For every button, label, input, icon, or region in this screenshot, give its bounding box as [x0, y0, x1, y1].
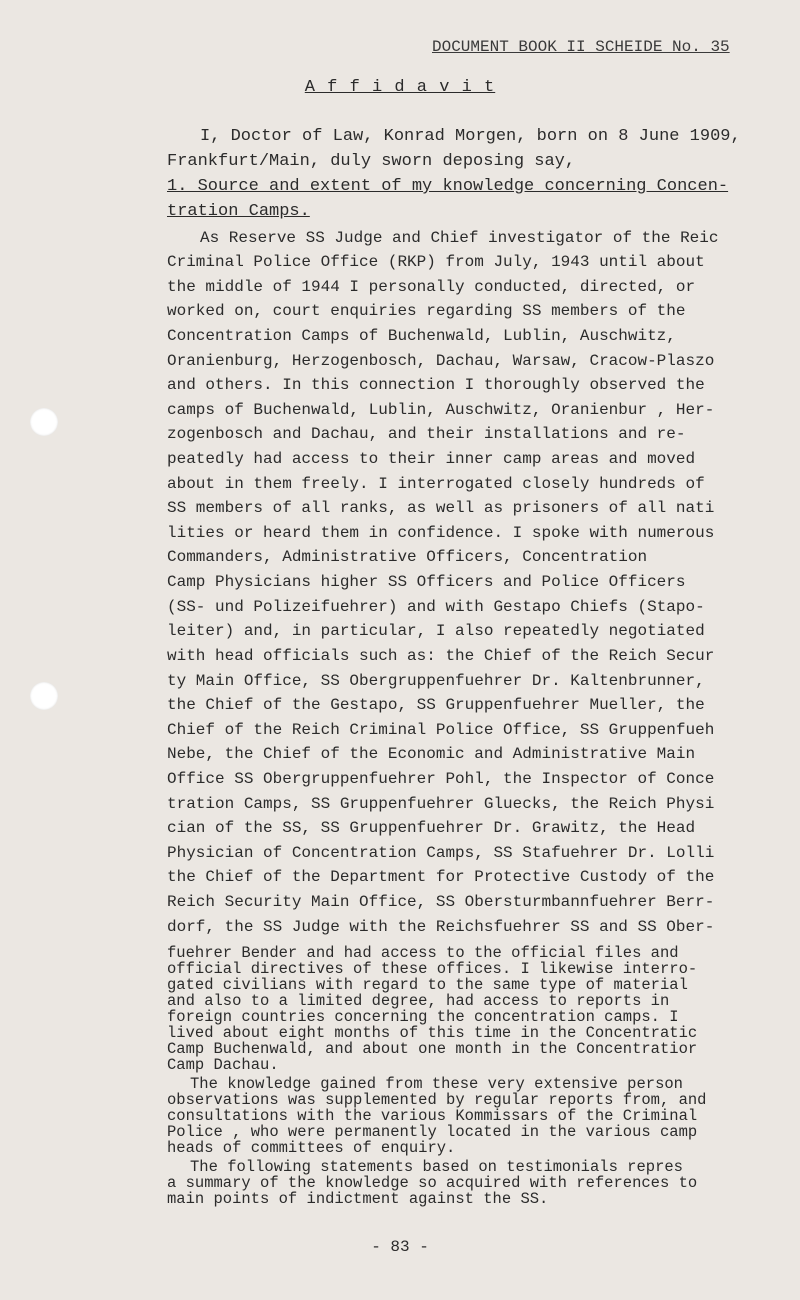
body-line: zogenbosch and Dachau, and their installations and re-	[167, 425, 686, 443]
body-line: As Reserve SS Judge and Chief investigator of the Reic	[200, 229, 719, 247]
body-line: cian of the SS, SS Gruppenfuehrer Dr. Grawitz, the Head	[167, 819, 696, 837]
body-line: (SS- und Polizeifuehrer) and with Gestapo Chiefs (Stapo-	[167, 598, 705, 616]
body-line: Oranienburg, Herzogenbosch, Dachau, Warsaw, Cracow-Plaszo	[167, 352, 715, 370]
body-line-compressed: and also to a limited degree, had access to reports in	[167, 992, 670, 1010]
body-line: dorf, the SS Judge with the Reichsfuehrer SS and SS Ober-	[167, 918, 715, 936]
intro-line: I, Doctor of Law, Konrad Morgen, born on 8 June 1909,	[200, 127, 741, 146]
body-line-compressed: foreign countries concerning the concentration camps. I	[167, 1008, 679, 1026]
body-line-compressed: a summary of the knowledge so acquired with references to	[167, 1174, 698, 1192]
body-line: Concentration Camps of Buchenwald, Lublin, Auschwitz,	[167, 327, 676, 345]
body-line: peatedly had access to their inner camp areas and moved	[167, 450, 696, 468]
body-line: camps of Buchenwald, Lublin, Auschwitz, Oranienbur , Her-	[167, 401, 715, 419]
body-line: Chief of the Reich Criminal Police Office, SS Gruppenfueh	[167, 721, 715, 739]
body-line-compressed: observations was supplemented by regular reports from, and	[167, 1091, 707, 1109]
body-line: Nebe, the Chief of the Economic and Administrative Main	[167, 745, 696, 763]
body-line: Commanders, Administrative Officers, Concentration	[167, 548, 648, 566]
body-line-compressed: The following statements based on testimonials repres	[190, 1158, 683, 1176]
body-line: Camp Physicians higher SS Officers and Police Officers	[167, 573, 686, 591]
section-heading: 1. Source and extent of my knowledge concerning Concen-	[167, 177, 729, 196]
body-line-compressed: The knowledge gained from these very extensive person	[190, 1075, 683, 1093]
body-line: tration Camps, SS Gruppenfuehrer Gluecks, the Reich Physi	[167, 795, 715, 813]
body-line-compressed: fuehrer Bender and had access to the official files and	[167, 944, 679, 962]
punch-hole-top	[30, 408, 58, 436]
body-line-compressed: official directives of these offices. I likewise interro-	[167, 960, 698, 978]
punch-hole-bottom	[30, 682, 58, 710]
body-line: Criminal Police Office (RKP) from July, 1943 until about	[167, 253, 705, 271]
page-number: - 83 -	[371, 1238, 429, 1256]
body-line: with head officials such as: the Chief of the Reich Secur	[167, 647, 715, 665]
body-line-compressed: gated civilians with regard to the same type of material	[167, 976, 688, 994]
body-line: the middle of 1944 I personally conducted, directed, or	[167, 278, 696, 296]
body-line: the Chief of the Department for Protective Custody of the	[167, 868, 715, 886]
body-line: Office SS Obergruppenfuehrer Pohl, the Inspector of Conce	[167, 770, 715, 788]
body-line: ty Main Office, SS Obergruppenfuehrer Dr. Kaltenbrunner,	[167, 672, 705, 690]
body-line-compressed: consultations with the various Kommissars of the Criminal	[167, 1107, 698, 1125]
body-line: lities or heard them in confidence. I spoke with numerous	[167, 524, 715, 542]
body-line-compressed: heads of committees of enquiry.	[167, 1139, 456, 1157]
body-line-compressed: Camp Dachau.	[167, 1056, 279, 1074]
body-line: worked on, court enquiries regarding SS members of the	[167, 302, 686, 320]
body-line-compressed: lived about eight months of this time in the Concentratic	[167, 1024, 698, 1042]
body-line: about in them freely. I interrogated closely hundreds of	[167, 475, 705, 493]
body-line: and others. In this connection I thoroughly observed the	[167, 376, 705, 394]
body-line: leiter) and, in particular, I also repeatedly negotiated	[167, 622, 705, 640]
body-line: the Chief of the Gestapo, SS Gruppenfuehrer Mueller, the	[167, 696, 705, 714]
body-line-compressed: main points of indictment against the SS.	[167, 1190, 549, 1208]
body-line: Physician of Concentration Camps, SS Stafuehrer Dr. Lolli	[167, 844, 715, 862]
section-heading: tration Camps.	[167, 202, 310, 221]
document-title: A f f i d a v i t	[304, 78, 496, 97]
body-line-compressed: Camp Buchenwald, and about one month in the Concentratior	[167, 1040, 698, 1058]
intro-line: Frankfurt/Main, duly sworn deposing say,	[167, 152, 576, 171]
body-line-compressed: Police , who were permanently located in the various camp	[167, 1123, 698, 1141]
body-line: Reich Security Main Office, SS Obersturmbannfuehrer Berr-	[167, 893, 715, 911]
document-reference: DOCUMENT BOOK II SCHEIDE No. 35	[432, 38, 730, 56]
body-line: SS members of all ranks, as well as prisoners of all nati	[167, 499, 715, 517]
